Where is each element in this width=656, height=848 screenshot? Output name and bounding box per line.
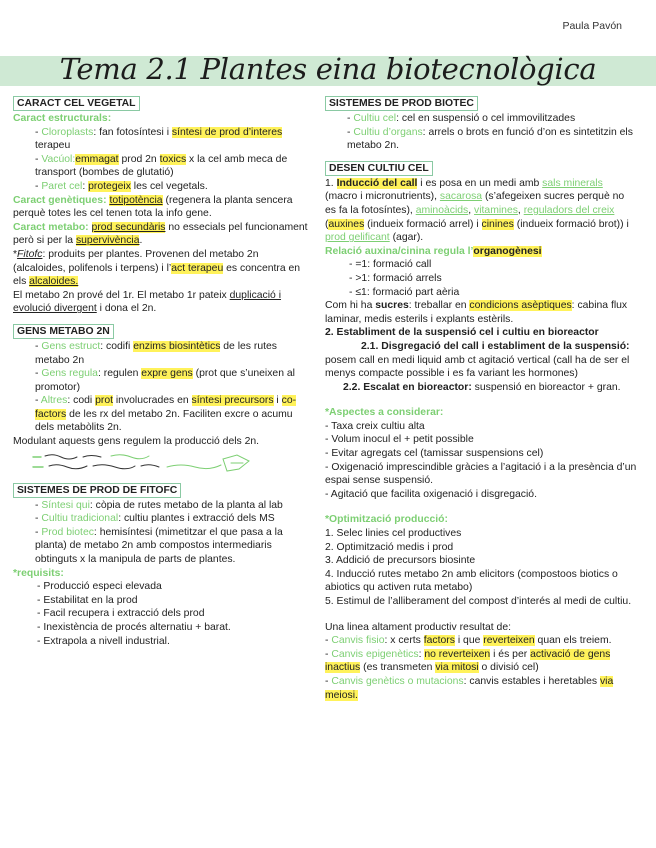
section-desen-cultiu-cel — [325, 161, 637, 395]
cultiu-organs-item: - Cultiu d’organs: arrels o brots en funció d’on es sintetitzin els metabo 2n. — [347, 126, 633, 152]
list-item: 5. Estimul de l’alliberament del compost d’interés al medi de cultiu. — [325, 596, 632, 607]
caract-metabo: Caract metabo: prod secundàris no essecials pel funcionament però si per la supervivència. — [13, 221, 308, 247]
section-optimitzacio — [325, 513, 637, 608]
linia-intro: Una linea altament productiv resultat de: — [325, 621, 511, 633]
section-heading: CARACT CEL VEGETAL — [13, 96, 140, 111]
aspectes-heading: *Aspectes a considerar: — [325, 407, 444, 419]
step-2-establiment: 2. Establiment de la suspensió cel i cultiu en bioreactor — [325, 327, 599, 339]
section-heading: SISTEMES DE PROD DE FITOFC — [13, 483, 181, 498]
caract-estructurals-label: Caract estructurals: — [13, 113, 112, 124]
scribble-drawing — [31, 451, 261, 475]
section-sistemes-prod-fitofc — [13, 483, 313, 649]
section-caract-cel-vegetal — [13, 96, 313, 316]
step-2-1: 2.1. Disgregació del call i establiment de la suspensió: posem call en medi liquid amb ct agitació vertical (call ha de ser el menys compacte possible i es fa variant les hormones) — [325, 340, 630, 380]
canvis-fisio: - Canvis fisio: x certs factors i que reverteixen quan els treiem. — [325, 635, 612, 647]
list-item: - Volum inocul el + petit possible — [325, 434, 474, 446]
list-item: 2. Optimització medis i prod — [325, 541, 454, 553]
section-linia-productiva — [325, 621, 637, 703]
cultiu-tradicional-item: - Cultiu tradicional: cultiu plantes i extracció dels MS — [35, 513, 275, 525]
handwritten-scribble — [31, 451, 313, 475]
list-item: - ≤1: formació part aèria — [349, 286, 460, 298]
list-item: - Producció especi elevada — [37, 581, 162, 593]
step-2-2: 2.2. Escalat en bioreactor: suspensió en bioreactor + gran. — [343, 381, 621, 393]
list-item: 3. Addició de precursors biosinte — [325, 555, 476, 567]
section-heading: GENS METABO 2N — [13, 324, 114, 339]
list-item: - Taxa creix cultiu alta — [325, 420, 425, 432]
sucres-text: Com hi ha sucres: treballar en condicions asèptiques: cabina flux laminar, medis esterils i explants estèrils. — [325, 300, 628, 325]
optim-heading: *Optimització producció: — [325, 514, 448, 526]
gens-estruct-item: - Gens estruct: codifi enzims biosintètics de les rutes metabo 2n — [35, 340, 277, 366]
list-item: - Agitació que facilita oxigenació i disgregació. — [325, 488, 537, 500]
page-title: Tema 2.1 Plantes eina biotecnològica — [59, 52, 597, 86]
cloroplasts-item: - Cloroplasts: fan fotosíntesi i síntesi de prod d’interes terapeu — [35, 126, 283, 152]
list-item: - Extrapola a nivell industrial. — [37, 635, 170, 647]
cultiu-cel-item: - Cultiu cel: cel en suspensió o cel immovilitzades — [347, 113, 576, 124]
list-item: - Inexistència de procés alternatiu + barat. — [37, 622, 231, 633]
vacuol-item: - Vacúol:emmagat prod 2n toxics x la cel amb meca de transport (bombes de glutatió) — [35, 153, 288, 179]
prod-biotec-item: - Prod biotec: hemisíntesi (mimetitzar el que pasa a la planta) de metabo 2n amb compostos intermediaris obtinguts x la manipula de parts de plantes. — [35, 526, 283, 566]
section-heading: SISTEMES DE PROD BIOTEC — [325, 96, 478, 111]
requisits-list — [13, 580, 313, 648]
fitofc-definition: *Fitofc: produits per plantes. Provenen del metabo 2n (alcaloides, polifenols i terpens) i l’act terapeu es concentra en els alcaloides. — [13, 248, 301, 288]
list-item: - =1: formació call — [349, 259, 432, 271]
requisits-label: *requisits: — [13, 567, 64, 579]
list-item: - >1: formació arrels — [349, 272, 442, 284]
section-sistemes-prod-biotec — [325, 96, 637, 153]
canvis-genetics: - Canvis genètics o mutacions: canvis estables i heretables via meiosi. — [325, 675, 614, 701]
list-item: - Facil recupera i extracció dels prod — [37, 608, 205, 620]
ratios-list — [325, 258, 637, 299]
left-column — [13, 96, 313, 648]
gens-altres-item: - Altres: codi prot involucrades en síntesi precursors i co-factors de les rx del metabo 2n. Faciliten excre o acumu dels metabòlits 2n. — [35, 395, 297, 434]
caract-genetiques: Caract genètiques: totipotència (regenera la planta sencera perquè totes les cel tenen tota la info gene. — [13, 194, 293, 220]
list-item: - Estabilitat en la prod — [37, 594, 138, 606]
section-aspectes — [325, 406, 637, 501]
section-gens-metabo — [13, 324, 313, 475]
paret-item: - Paret cel: protegeix les cel vegetals. — [35, 180, 208, 192]
sintesi-qui-item: - Síntesi qui: còpia de rutes metabo de la planta al lab — [35, 499, 283, 511]
list-item: - Oxigenació imprescindible gràcies a l’agitació i a la presència d’un espai sense suspensió. — [325, 461, 637, 487]
section-heading: DESEN CULTIU CEL — [325, 161, 433, 176]
list-item: - Evitar agregats cel (tamissar suspensions cel) — [325, 448, 544, 460]
right-column — [325, 96, 637, 702]
gens-regula-item: - Gens regula: regulen expre gens (prot que s’uneixen al promotor) — [35, 368, 295, 393]
auxina-relacio: Relació auxina/cinina regula l’organogènesi — [325, 245, 542, 257]
metabo-origen: El metabo 2n prové del 1r. El metabo 1r pateix duplicació i evolució divergent i dona el 2n. — [13, 289, 282, 315]
canvis-epigenetics: - Canvis epigenètics: no reverteixen i és per activació de gens inactius (es transmeten via mitosi o divisió cel) — [325, 648, 611, 674]
list-item: 1. Selec linies cel productives — [325, 528, 462, 540]
step-1-induccio: 1. Inducció del call i es posa en un medi amb sals minerals (macro i micronutrients), sacarosa (s’afegeixen sucres perquè no es fa la fotosíntes), aminoàcids, vitamines, reguladors del creix (auxines (indueix formació arrel) i cinines (indueix formació brot)) i prod gelificant (agar). — [325, 177, 629, 244]
list-item: 4. Inducció rutes metabo 2n amb elicitors (compostoos biotics o abiotics qu activen ruta metabo) — [325, 568, 618, 594]
modulant-text: Modulant aquests gens regulem la producció dels 2n. — [13, 436, 260, 448]
author-name: Paula Pavón — [562, 20, 622, 32]
